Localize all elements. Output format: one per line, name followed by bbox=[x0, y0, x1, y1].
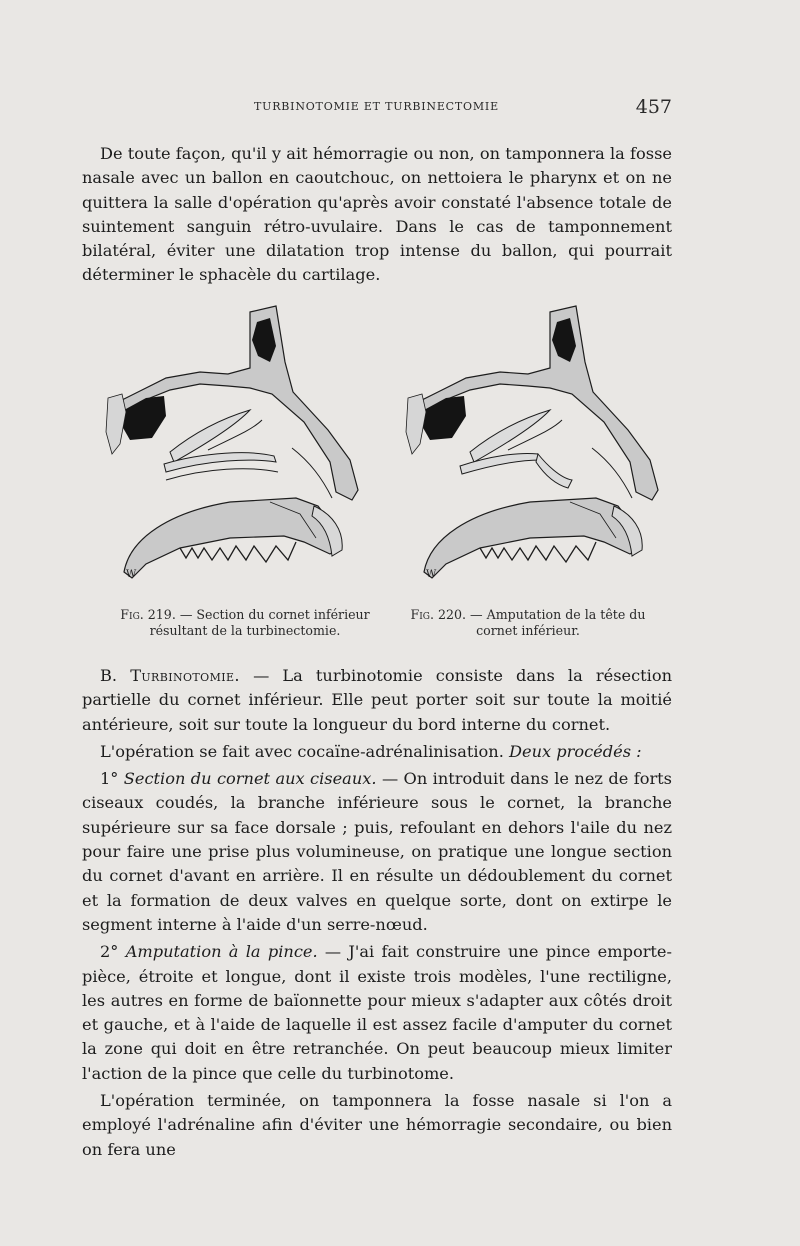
figure-plate bbox=[100, 302, 680, 602]
intro-text bbox=[82, 142, 672, 291]
procedure-1-title: Section du cornet aux ciseaux. bbox=[123, 769, 377, 789]
procedure-2-title: Amputation à la pince. bbox=[125, 942, 318, 962]
intro-paragraph: De toute façon, qu'il y ait hémorragie ou non, on tamponnera la fosse nasale avec un ballon en caoutchouc, on nettoiera le pharynx et on ne quittera la salle d'opération qu'après avoir constaté l'absence totale de suintement sanguin rétro-uvulaire. Dans le cas de tamponnement bilatéral, éviter une dilatation trop intense du ballon, qui pourrait déterminer le sphacèle du cartilage. bbox=[82, 144, 672, 285]
procedure-1-paragraph bbox=[82, 767, 672, 937]
method-paragraph bbox=[82, 740, 672, 764]
section-letter: B. bbox=[100, 666, 118, 685]
section-intro-text: — La turbinotomie consiste dans la résection partielle du cornet inférieur. Elle peut porter soit sur toute la moitié antérieure, soit sur toute la longueur du bord interne du cornet. bbox=[82, 666, 672, 734]
figure-plate-svg bbox=[100, 302, 680, 602]
page-number: 457 bbox=[635, 96, 672, 118]
section-intro-paragraph bbox=[82, 664, 672, 737]
procedure-2-paragraph bbox=[82, 940, 672, 1086]
method-emphasis: Deux procédés : bbox=[509, 741, 642, 761]
figure-219-label: Fig. 219. bbox=[120, 607, 176, 622]
section-turbinotomie bbox=[82, 664, 672, 1165]
procedure-1-text: — On introduit dans le nez de forts ciseaux coudés, la branche inférieure sous le cornet, la branche supérieure sur sa face dorsale ; puis, refoulant en dehors l'aile du nez pour faire une prise plus volumineuse, on pratique une longue section du cornet d'avant en arrière. Il en résulte un dédoublement du cornet et la formation de deux valves en quelque sorte, dont on extirpe le segment interne à l'aide d'un serre-nœud. bbox=[82, 769, 672, 934]
procedure-2-text: — J'ai fait construire une pince emporte-pièce, étroite et longue, dont il existe trois modèles, l'une rectiligne, les autres en forme de baïonnette pour mieux s'adapter aux côtés droit et gauche, et à l'aide de laquelle il est assez facile d'amputer du cornet la zone qui doit en être retranchée. On peut beaucoup mieux limiter l'action de la pince que celle du turbinotome. bbox=[82, 942, 672, 1083]
figure-219-caption-text: — Section du cornet inférieur résultant de la turbinectomie. bbox=[149, 607, 370, 638]
figure-220-label: Fig. 220. bbox=[410, 607, 467, 622]
page-header bbox=[82, 96, 672, 120]
running-title: TURBINOTOMIE ET TURBINECTOMIE bbox=[254, 100, 499, 113]
figure-219-caption bbox=[120, 607, 370, 639]
section-title: Turbinotomie. bbox=[130, 666, 240, 685]
figure-220-illustration bbox=[406, 306, 658, 580]
procedure-1-number: 1° bbox=[100, 769, 124, 789]
closing-paragraph: L'opération terminée, on tamponnera la fosse nasale si l'on a employé l'adrénaline afin d'éviter une hémorragie secondaire, ou bien on fera une bbox=[82, 1091, 672, 1159]
method-lead: L'opération se fait avec cocaïne-adrénalinisation. bbox=[100, 741, 510, 761]
procedure-2-number: 2° bbox=[100, 942, 126, 962]
figure-220-caption bbox=[388, 607, 668, 639]
figure-220-caption-text: — Amputation de la tête du cornet inférieur. bbox=[466, 607, 646, 638]
figure-219-illustration bbox=[106, 306, 358, 580]
